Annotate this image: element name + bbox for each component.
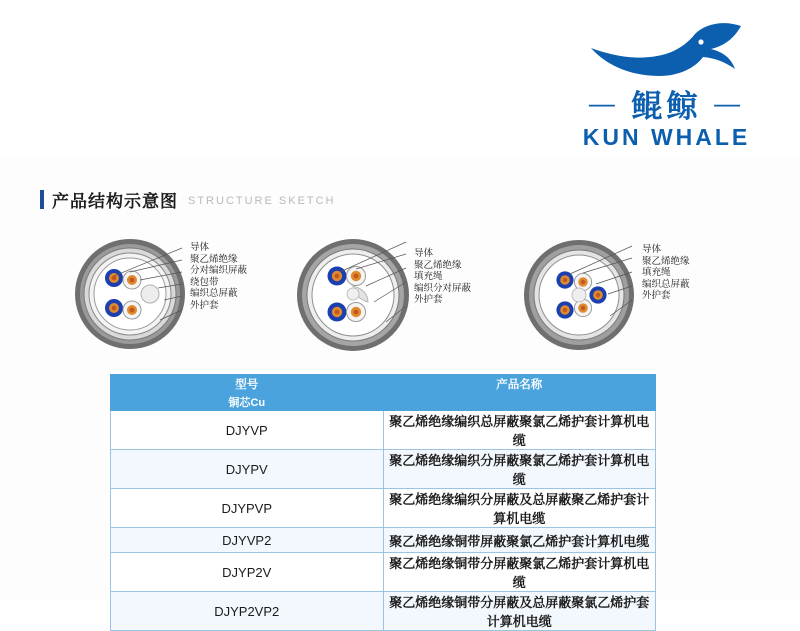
- whale-icon: [559, 22, 774, 84]
- diagram-1-label-2: 分对编织屏蔽: [190, 265, 248, 277]
- cell-model: DJYPVP: [111, 489, 384, 528]
- table-header-row: [111, 375, 656, 394]
- diagram-1-label-4: 编织总屏蔽: [190, 288, 238, 300]
- structure-diagram-2: [294, 236, 509, 366]
- brand-name-cn-text: 鲲鲸: [631, 89, 702, 124]
- header-model: 型号: [111, 375, 384, 394]
- structure-diagram-3: [520, 236, 735, 366]
- cell-name: 聚乙烯绝缘铜带分屏蔽聚氯乙烯护套计算机电缆: [383, 553, 656, 592]
- table-row: [111, 411, 656, 450]
- subheader-spacer: [383, 394, 656, 411]
- cable-cross-section-1: [72, 236, 188, 352]
- spec-table-head: [111, 375, 656, 411]
- page-content: [0, 158, 800, 629]
- diagram-2-label-1: 聚乙烯绝缘: [414, 259, 462, 271]
- diagram-3-label-3: 编织总屏蔽: [642, 278, 690, 290]
- diagram-2-label-3: 编织分对屏蔽: [414, 282, 472, 294]
- cell-model: DJYVP2: [111, 528, 384, 553]
- diagram-3-label-1: 聚乙烯绝缘: [642, 255, 690, 267]
- cable-cross-section-2: [294, 236, 412, 354]
- cell-name: 聚乙烯绝缘铜带屏蔽聚氯乙烯护套计算机电缆: [383, 528, 656, 553]
- cell-model: DJYP2VP2: [111, 592, 384, 631]
- section-title-cn: 产品结构示意图: [52, 191, 178, 211]
- cell-name: 聚乙烯绝缘编织分屏蔽及总屏蔽聚乙烯护套计算机电缆: [383, 489, 656, 528]
- page-header: [0, 0, 800, 159]
- cell-model: DJYP2V: [111, 553, 384, 592]
- spec-table-body: [111, 411, 656, 631]
- diagram-3-label-4: 外护套: [642, 290, 671, 302]
- subheader-copper-core: 铜芯Cu: [111, 394, 384, 411]
- table-row: [111, 489, 656, 528]
- brand-dash-right: —: [714, 88, 745, 118]
- table-row: [111, 592, 656, 631]
- diagram-1-labels: [190, 242, 247, 312]
- spec-table-wrapper: [110, 374, 656, 631]
- spec-table: [110, 374, 656, 631]
- table-row: [111, 450, 656, 489]
- diagram-2-label-2: 填充绳: [414, 271, 443, 283]
- diagram-2-labels: [414, 248, 471, 306]
- diagram-3-label-2: 填充绳: [642, 267, 671, 279]
- diagram-1-label-3: 绕包带: [190, 276, 219, 288]
- diagram-2-label-4: 外护套: [414, 294, 443, 306]
- diagram-1-label-1: 聚乙烯绝缘: [190, 253, 238, 265]
- brand-name-en: KUN WHALE: [582, 124, 751, 150]
- table-subheader-row: [111, 394, 656, 411]
- diagram-2-label-0: 导体: [414, 248, 434, 259]
- whale-icon-svg: [583, 22, 751, 84]
- table-row: [111, 553, 656, 592]
- header-product-name: 产品名称: [383, 375, 656, 394]
- cell-name: 聚乙烯绝缘铜带分屏蔽及总屏蔽聚氯乙烯护套计算机电缆: [383, 592, 656, 631]
- section-title-en: STRUCTURE SKETCH: [188, 195, 336, 207]
- diagram-1-label-0: 导体: [190, 242, 210, 253]
- cell-name: 聚乙烯绝缘编织总屏蔽聚氯乙烯护套计算机电缆: [383, 411, 656, 450]
- cell-model: DJYPV: [111, 450, 384, 489]
- diagram-1-label-5: 外护套: [190, 299, 219, 311]
- section-title-bar: [40, 190, 44, 209]
- structure-diagrams: [44, 236, 756, 366]
- structure-diagram-1: [72, 236, 282, 366]
- diagram-3-labels: [642, 244, 690, 302]
- brand-logo: [559, 22, 774, 150]
- brand-dash-left: —: [588, 88, 619, 118]
- brand-name-cn: [559, 86, 774, 124]
- cable-cross-section-3: [520, 236, 638, 354]
- cell-name: 聚乙烯绝缘编织分屏蔽聚氯乙烯护套计算机电缆: [383, 450, 656, 489]
- cell-model: DJYVP: [111, 411, 384, 450]
- section-title: [40, 188, 336, 210]
- diagram-3-label-0: 导体: [642, 244, 662, 255]
- table-row: [111, 528, 656, 553]
